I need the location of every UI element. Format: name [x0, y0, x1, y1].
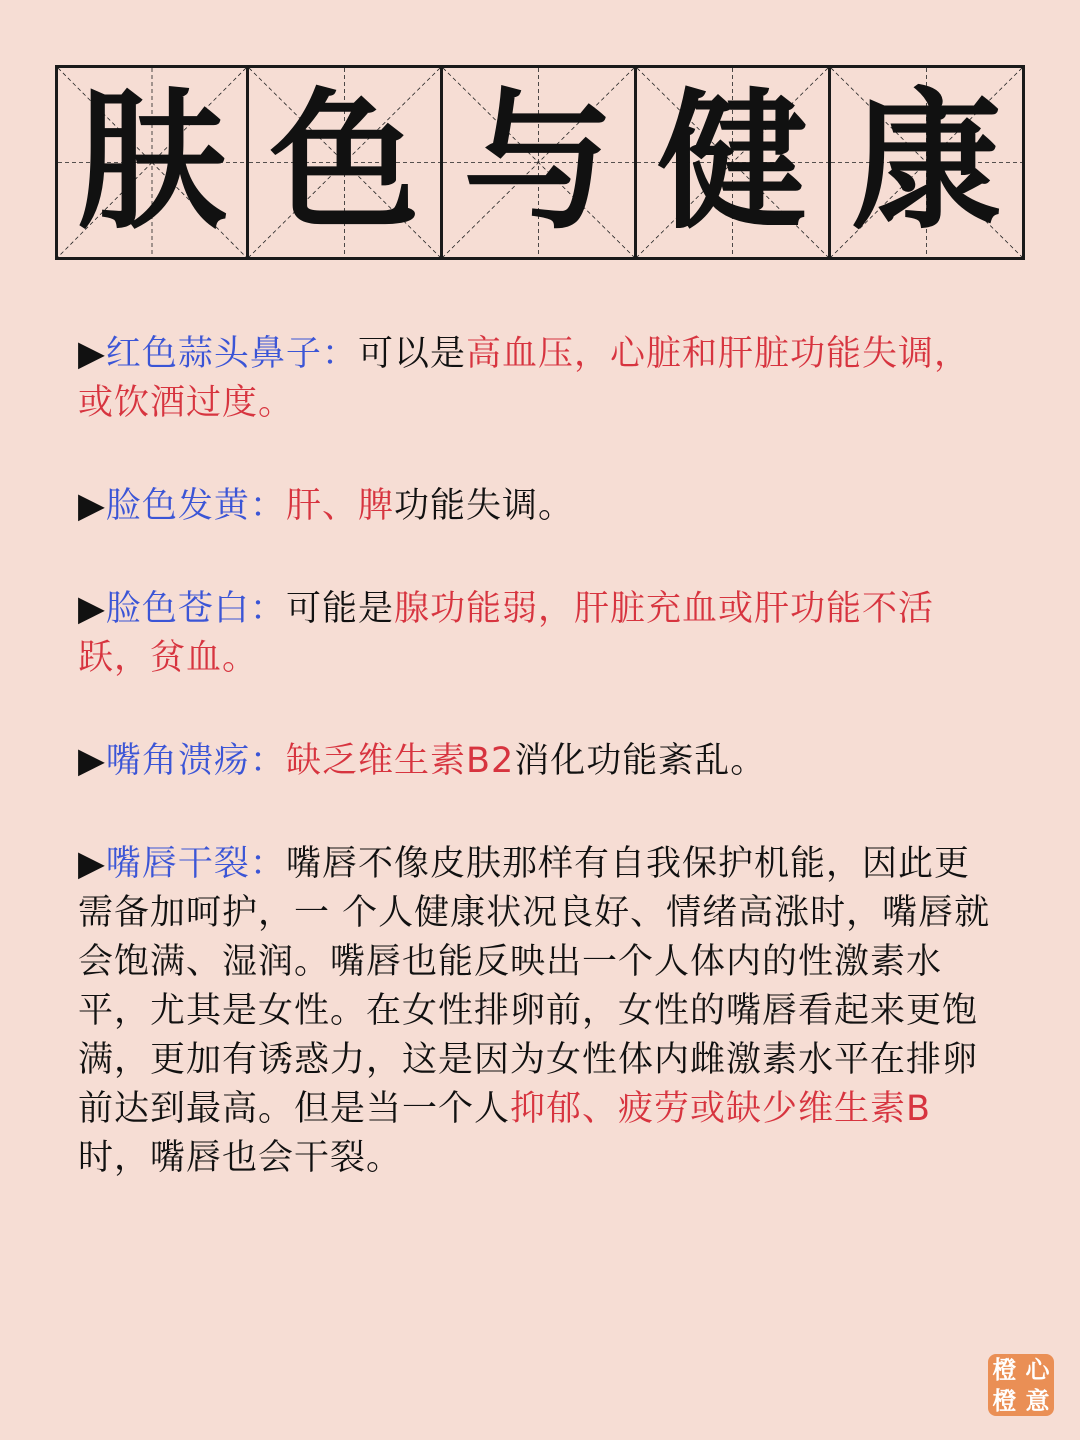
title-char: 色 [269, 75, 420, 250]
item-text: 消化功能紊乱。 [514, 741, 767, 781]
item-pale-face [78, 585, 998, 683]
item-label: 嘴唇干裂： [105, 844, 286, 884]
item-dry-lips [78, 840, 998, 1183]
bullet-arrow-icon: ▶ [78, 589, 106, 629]
seal-char: 心 [1025, 1355, 1050, 1384]
item-highlight: 抑郁、疲劳或缺少维生素B [510, 1089, 932, 1129]
item-highlight: 肝、脾 [285, 486, 394, 526]
bullet-arrow-icon: ▶ [78, 334, 106, 374]
item-nose [78, 330, 998, 428]
item-text: 嘴唇不像皮肤那样有自我保护机能，因此更需备加呵护，一 个人健康状况良好、情绪高涨时，嘴唇就会饱满、湿润。嘴唇也能反映出一个人体内的性激素水平，尤其是女性。在女性排卵前，女性的嘴唇看起来更饱满，更加有诱惑力，这是因为女性体内雌激素水平在排卵前达到最高。但是当一个人 [78, 844, 991, 1129]
item-label: 脸色苍白： [105, 589, 286, 629]
bullet-arrow-icon: ▶ [78, 486, 106, 526]
bullet-arrow-icon: ▶ [78, 741, 106, 781]
title-cell [637, 65, 831, 260]
item-text: 功能失调。 [393, 486, 574, 526]
item-highlight: 高血压，心脏和肝脏功能失调，或饮酒过度。 [78, 334, 970, 423]
seal-char: 橙 [992, 1355, 1017, 1384]
title-char: 与 [463, 75, 614, 250]
item-label: 嘴角溃疡： [105, 741, 286, 781]
item-highlight: 腺功能弱，肝脏充血或肝功能不活跃，贫血。 [78, 589, 934, 678]
bullet-arrow-icon: ▶ [78, 844, 106, 884]
item-label: 脸色发黄： [105, 486, 286, 526]
item-text: 时，嘴唇也会干裂。 [78, 1138, 403, 1178]
item-highlight: 缺乏维生素B2 [285, 741, 515, 781]
item-text: 可能是 [285, 589, 394, 629]
title-grid [55, 65, 1025, 260]
title-cell [249, 65, 443, 260]
title-char: 肤 [76, 75, 227, 250]
item-label: 红色蒜头鼻子： [105, 334, 358, 374]
item-text: 可以是 [357, 334, 466, 374]
title-char: 康 [851, 75, 1002, 250]
title-cell [55, 65, 249, 260]
article-body [78, 330, 998, 1183]
brand-seal [988, 1354, 1054, 1416]
title-cell [831, 65, 1025, 260]
item-mouth-ulcer [78, 737, 998, 786]
seal-char: 意 [1025, 1386, 1050, 1415]
seal-char: 橙 [992, 1386, 1017, 1415]
item-yellow-face [78, 482, 998, 531]
title-cell [443, 65, 637, 260]
title-char: 健 [657, 75, 808, 250]
